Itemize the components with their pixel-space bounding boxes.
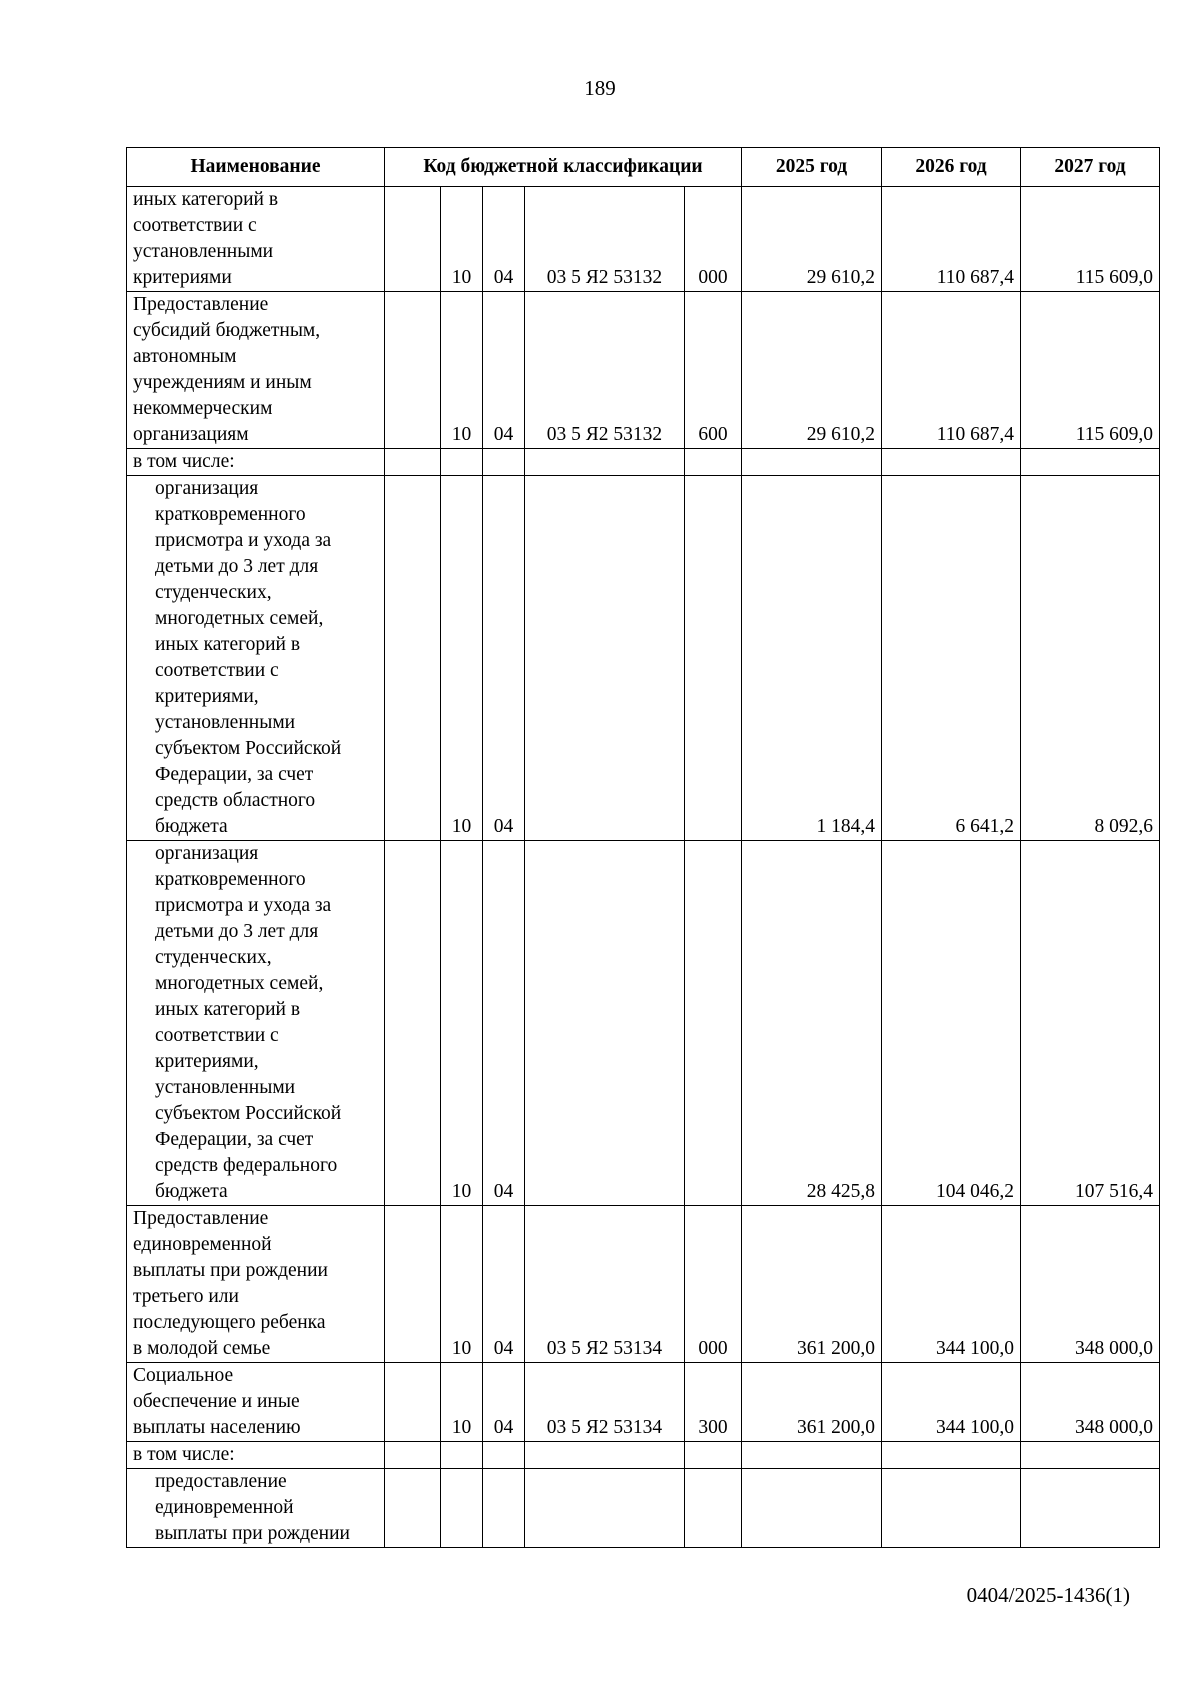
- value-2026: 104 046,2: [882, 841, 1021, 1206]
- page-number: 189: [584, 76, 616, 100]
- code-target-article: 03 5 Я2 53132: [525, 187, 685, 292]
- value-2025: 361 200,0: [742, 1363, 882, 1442]
- row-name: организация кратковременного присмотра и ухода за детьми до 3 лет для студенческих, многодетных семей, иных категорий в соответствии с критериями, установленными субъектом Российской Федерации, за счет средств областного бюджета: [127, 476, 385, 841]
- value-2026: 344 100,0: [882, 1363, 1021, 1442]
- code-subsection: 04: [483, 841, 525, 1206]
- code-target-article: [525, 841, 685, 1206]
- code-subsection: 04: [483, 1363, 525, 1442]
- value-2025: 29 610,2: [742, 292, 882, 449]
- table-row: [127, 292, 1160, 449]
- code-target-article: [525, 1442, 685, 1469]
- value-2027: 348 000,0: [1021, 1363, 1160, 1442]
- table-row: [127, 187, 1160, 292]
- header-2026: 2026 год: [882, 148, 1021, 187]
- code-part-1: [385, 1206, 441, 1363]
- code-expense-type: [685, 1442, 742, 1469]
- code-subsection: [483, 449, 525, 476]
- row-name: иных категорий в соответствии с установленными критериями: [127, 187, 385, 292]
- header-name: Наименование: [127, 148, 385, 187]
- header-2025: 2025 год: [742, 148, 882, 187]
- code-section: 10: [441, 187, 483, 292]
- value-2027: 348 000,0: [1021, 1206, 1160, 1363]
- value-2027: 8 092,6: [1021, 476, 1160, 841]
- code-subsection: 04: [483, 476, 525, 841]
- row-name: в том числе:: [127, 1442, 385, 1469]
- code-part-1: [385, 187, 441, 292]
- table-row: [127, 1206, 1160, 1363]
- row-name: предоставление единовременной выплаты при рождении: [127, 1469, 385, 1548]
- value-2025: 29 610,2: [742, 187, 882, 292]
- code-subsection: 04: [483, 292, 525, 449]
- code-part-1: [385, 449, 441, 476]
- value-2026: 344 100,0: [882, 1206, 1021, 1363]
- code-expense-type: [685, 841, 742, 1206]
- table-row: [127, 1442, 1160, 1469]
- code-subsection: 04: [483, 187, 525, 292]
- table-row: [127, 1469, 1160, 1548]
- code-section: 10: [441, 841, 483, 1206]
- row-name: в том числе:: [127, 449, 385, 476]
- code-part-1: [385, 476, 441, 841]
- budget-table: [126, 147, 1160, 1548]
- code-expense-type: 000: [685, 1206, 742, 1363]
- code-expense-type: [685, 449, 742, 476]
- document-number: 0404/2025-1436(1): [966, 1583, 1130, 1607]
- code-part-1: [385, 1469, 441, 1548]
- header-2027: 2027 год: [1021, 148, 1160, 187]
- value-2027: [1021, 1442, 1160, 1469]
- code-target-article: 03 5 Я2 53134: [525, 1206, 685, 1363]
- code-subsection: [483, 1469, 525, 1548]
- value-2025: 361 200,0: [742, 1206, 882, 1363]
- code-expense-type: 600: [685, 292, 742, 449]
- code-subsection: [483, 1442, 525, 1469]
- code-expense-type: [685, 1469, 742, 1548]
- code-target-article: 03 5 Я2 53134: [525, 1363, 685, 1442]
- row-name: Социальное обеспечение и иные выплаты населению: [127, 1363, 385, 1442]
- row-name: Предоставление единовременной выплаты при рождении третьего или последующего ребенка в молодой семье: [127, 1206, 385, 1363]
- code-expense-type: 000: [685, 187, 742, 292]
- code-section: 10: [441, 292, 483, 449]
- table-row: [127, 449, 1160, 476]
- code-part-1: [385, 1442, 441, 1469]
- value-2026: [882, 449, 1021, 476]
- table-row: [127, 476, 1160, 841]
- code-section: 10: [441, 476, 483, 841]
- code-target-article: [525, 449, 685, 476]
- code-expense-type: [685, 476, 742, 841]
- value-2027: 115 609,0: [1021, 292, 1160, 449]
- row-name: организация кратковременного присмотра и ухода за детьми до 3 лет для студенческих, многодетных семей, иных категорий в соответствии с критериями, установленными субъектом Российской Федерации, за счет средств федерального бюджета: [127, 841, 385, 1206]
- value-2025: 1 184,4: [742, 476, 882, 841]
- value-2026: [882, 1469, 1021, 1548]
- value-2026: 6 641,2: [882, 476, 1021, 841]
- code-target-article: [525, 1469, 685, 1548]
- value-2025: 28 425,8: [742, 841, 882, 1206]
- code-section: 10: [441, 1363, 483, 1442]
- code-target-article: 03 5 Я2 53132: [525, 292, 685, 449]
- value-2025: [742, 1469, 882, 1548]
- value-2026: 110 687,4: [882, 292, 1021, 449]
- code-section: [441, 1469, 483, 1548]
- table-row: [127, 1363, 1160, 1442]
- code-part-1: [385, 1363, 441, 1442]
- value-2027: [1021, 1469, 1160, 1548]
- row-name: Предоставление субсидий бюджетным, автономным учреждениям и иным некоммерческим организациям: [127, 292, 385, 449]
- code-section: [441, 449, 483, 476]
- code-expense-type: 300: [685, 1363, 742, 1442]
- value-2025: [742, 1442, 882, 1469]
- value-2027: [1021, 449, 1160, 476]
- value-2025: [742, 449, 882, 476]
- code-target-article: [525, 476, 685, 841]
- value-2027: 107 516,4: [1021, 841, 1160, 1206]
- code-part-1: [385, 292, 441, 449]
- code-section: [441, 1442, 483, 1469]
- table-row: [127, 841, 1160, 1206]
- code-part-1: [385, 841, 441, 1206]
- table-header-row: [127, 148, 1160, 187]
- value-2027: 115 609,0: [1021, 187, 1160, 292]
- header-code: Код бюджетной классификации: [385, 148, 742, 187]
- value-2026: [882, 1442, 1021, 1469]
- value-2026: 110 687,4: [882, 187, 1021, 292]
- code-subsection: 04: [483, 1206, 525, 1363]
- code-section: 10: [441, 1206, 483, 1363]
